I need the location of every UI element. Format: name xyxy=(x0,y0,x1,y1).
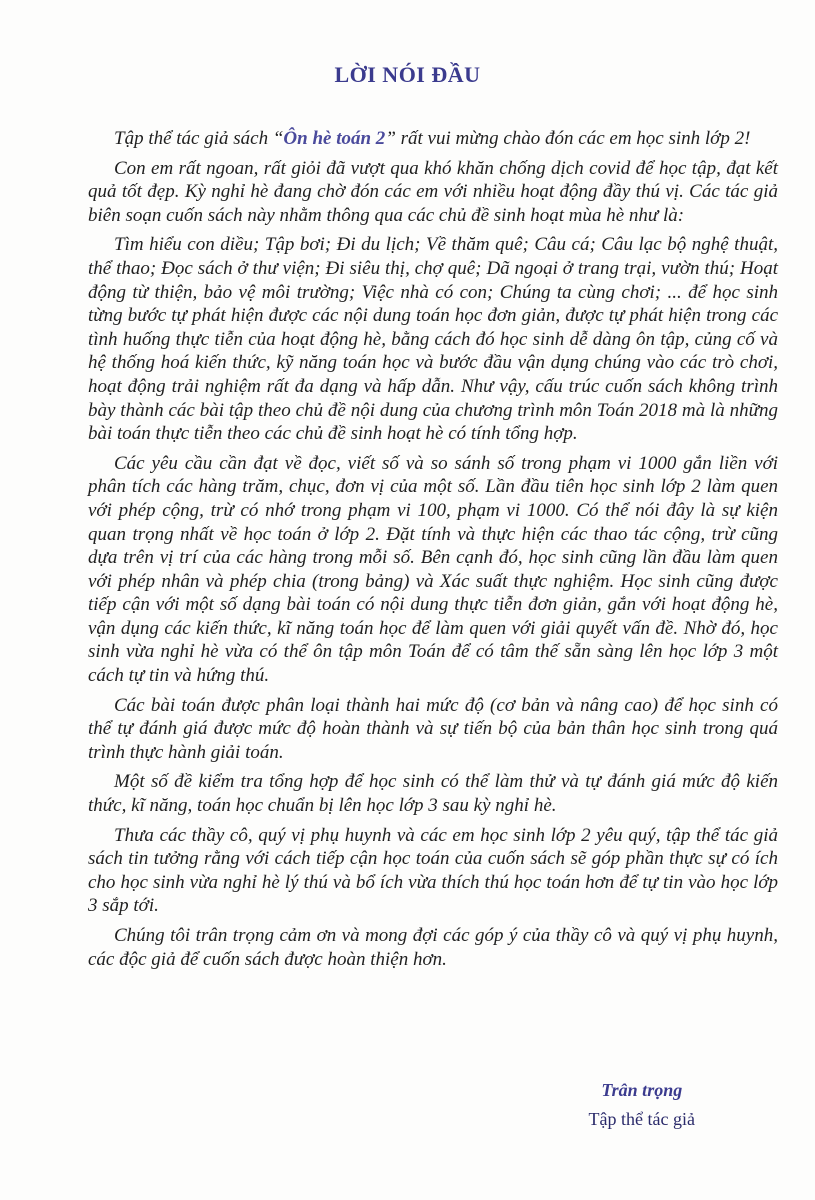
paragraph-7 xyxy=(88,924,778,971)
intro-text-after: ” rất vui mừng chào đón các em học sinh lớp 2! xyxy=(385,128,751,149)
paragraph-1-text: Con em rất ngoan, rất giỏi đã vượt qua khó khăn chống dịch covid để học tập, đạt kết quả tốt đẹp. Kỳ nghỉ hè đang chờ đón các em với nhiều hoạt động đầy thú vị. Các tác giả biên soạn cuốn sách này nhằm thông qua các chủ đề sinh hoạt mùa hè như là: xyxy=(88,157,778,226)
paragraph-3 xyxy=(88,452,778,688)
preface-body xyxy=(88,127,778,977)
paragraph-6-text: Thưa các thầy cô, quý vị phụ huynh và các em học sinh lớp 2 yêu quý, tập thể tác giả sách tin tưởng rằng với cách tiếp cận học toán của cuốn sách sẽ góp phần thực sự có ích cho học sinh vừa nghỉ hè lý thú và bổ ích vừa thích thú học toán hơn để tự tin vào học lớp 3 sắp tới. xyxy=(88,824,778,917)
signature-author: Tập thể tác giả xyxy=(588,1109,695,1129)
signature-block xyxy=(589,1080,695,1130)
paragraph-2-text: Tìm hiểu con diều; Tập bơi; Đi du lịch; Về thăm quê; Câu cá; Câu lạc bộ nghệ thuật, thể thao; Đọc sách ở thư viện; Đi siêu thị, chợ quê; Dã ngoại ở trang trại, vườn thú; Hoạt động từ thiện, bảo vệ môi trường; Việc nhà có con; Chúng ta cùng chơi; ... để học sinh từng bước tự phát hiện được các nội dung toán học đơn giản, được tự phát hiện trong các tình huống thực tiễn của hoạt động hè, bằng cách đó học sinh dễ dàng ôn tập, củng cố và hệ thống hoá kiến thức, kỹ năng toán học và bước đầu vận dụng chúng vào các trò chơi, hoạt động trải nghiệm rất đa dạng và hấp dẫn. Như vậy, cấu trúc cuốn sách không trình bày thành các bài tập theo chủ đề nội dung của chương trình môn Toán 2018 mà là những bài toán thực tiễn theo các chủ đề sinh hoạt hè có tính tổng hợp. xyxy=(88,234,778,445)
paragraph-1 xyxy=(88,157,778,228)
paragraph-3-text: Các yêu cầu cần đạt về đọc, viết số và so sánh số trong phạm vi 1000 gắn liền với phân tích các hàng trăm, chục, đơn vị của một số. Lần đầu tiên học sinh lớp 2 làm quen với phép cộng, trừ có nhớ trong phạm vi 100, phạm vi 1000. Có thể nói đây là sự kiện quan trọng nhất về học toán ở lớp 2. Đặt tính và thực hiện các thao tác cộng, trừ cũng dựa trên vị trí của các hàng trong mỗi số. Bên cạnh đó, học sinh cũng lần đầu làm quen với phép nhân và phép chia (trong bảng) và Xác suất thực nghiệm. Học sinh cũng được tiếp cận với một số dạng bài toán có nội dung thực tiễn đơn giản, gắn với hoạt động hè, vận dụng các kiến thức, kĩ năng toán học để làm quen với giải quyết vấn đề. Nhờ đó, học sinh vừa nghỉ hè vừa có thể ôn tập môn Toán để có tâm thế sẵn sàng lên học lớp 3 một cách tự tin và hứng thú. xyxy=(88,452,778,687)
book-title: Ôn hè toán 2 xyxy=(283,128,386,149)
paragraph-6 xyxy=(88,824,778,918)
signature-greeting: Trân trọng xyxy=(601,1080,683,1100)
paragraph-2 xyxy=(88,233,778,445)
paragraph-5 xyxy=(88,770,778,817)
page-title: LỜI NÓI ĐẦU xyxy=(334,62,481,87)
intro-text-before: Tập thể tác giả sách “ xyxy=(114,128,284,149)
paragraph-7-text: Chúng tôi trân trọng cảm ơn và mong đợi các góp ý của thầy cô và quý vị phụ huynh, các độc giả để cuốn sách được hoàn thiện hơn. xyxy=(88,925,778,970)
intro-paragraph xyxy=(88,127,778,151)
paragraph-4-text: Các bài toán được phân loại thành hai mức độ (cơ bản và nâng cao) để học sinh có thể tự đánh giá được mức độ hoàn thành và sự tiến bộ của bản thân học sinh trong quá trình thực hành giải toán. xyxy=(88,694,778,763)
paragraph-4 xyxy=(88,694,778,765)
paragraph-5-text: Một số đề kiểm tra tổng hợp để học sinh có thể làm thử và tự đánh giá mức độ kiến thức, kĩ năng, toán học chuẩn bị lên học lớp 3 sau kỳ nghỉ hè. xyxy=(88,771,778,817)
